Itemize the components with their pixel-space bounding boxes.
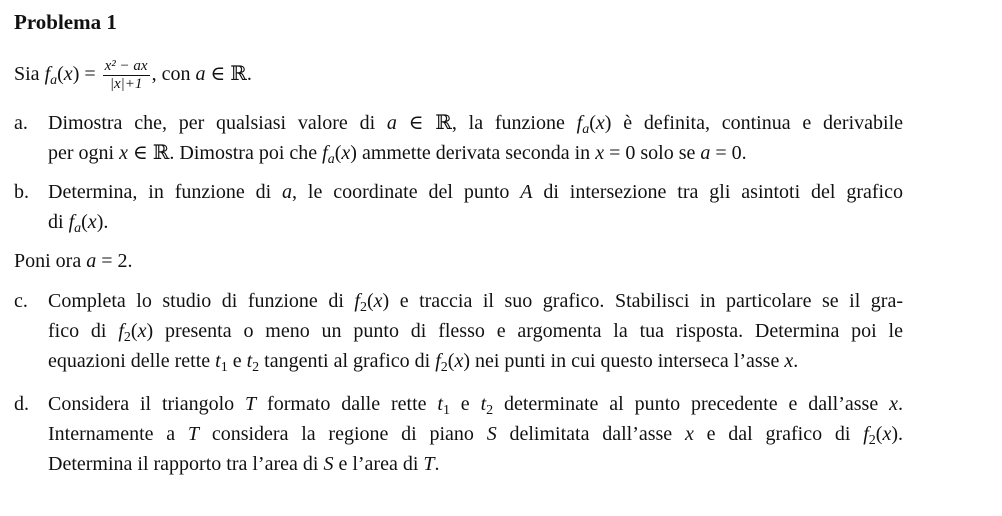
- item-b-line-1: [48, 178, 903, 207]
- text-run: ) presenta o meno un punto di flesso e argomenta la tua risposta. Determina poi le: [146, 320, 903, 342]
- text-run: = 0.: [710, 142, 747, 164]
- text-run: e dal grafico di: [693, 423, 864, 445]
- math-var: S: [323, 453, 334, 475]
- math-var: T: [187, 423, 200, 445]
- math-func: f: [68, 211, 75, 233]
- text-run: fico di: [48, 320, 119, 342]
- math-func: f: [435, 350, 441, 372]
- item-c-label: c.: [14, 290, 28, 312]
- text-run: formato dalle rette: [256, 393, 438, 415]
- math-subscript: 1: [442, 403, 450, 418]
- intro-var-x: x: [63, 63, 73, 86]
- math-var: x: [882, 423, 892, 445]
- text-run: (: [447, 350, 455, 372]
- math-subscript: 1: [220, 360, 228, 375]
- item-a-line-2: [48, 139, 747, 174]
- item-d-line-3: [48, 450, 440, 479]
- math-func: f: [322, 142, 328, 164]
- text-run: ∈ ℝ, la funzione: [396, 112, 577, 134]
- intro-in-r: ∈ ℝ.: [205, 63, 252, 86]
- text-run: (: [81, 211, 88, 233]
- text-run: considera la regione di piano: [199, 423, 487, 445]
- math-var: x: [889, 393, 898, 415]
- math-var: T: [245, 393, 257, 415]
- text-run: Completa lo studio di funzione di: [48, 290, 355, 312]
- math-var: A: [520, 181, 533, 203]
- math-var: a: [386, 112, 397, 134]
- math-var: x: [119, 142, 128, 164]
- text-run: per ogni: [48, 142, 120, 164]
- text-run: (: [366, 290, 374, 312]
- fraction-denominator: |x|+1: [109, 76, 143, 92]
- intro-func: f: [44, 63, 51, 86]
- math-func: f: [354, 290, 360, 312]
- text-run: = 2.: [96, 250, 133, 272]
- text-run: , le coordinate del punto: [292, 181, 521, 203]
- math-var: a: [86, 250, 97, 272]
- text-run: ) e traccia il suo grafico. Stabilisci in particolare se il gra-: [382, 290, 903, 312]
- item-c-line-3: [48, 347, 798, 382]
- text-run: .: [897, 393, 903, 415]
- text-run: Determina il rapporto tra l’area di: [48, 453, 324, 475]
- text-run: di intersezione tra gli asintoti del grafico: [532, 181, 903, 203]
- text-run: Poni ora: [14, 250, 87, 272]
- math-var: x: [684, 423, 694, 445]
- text-run: Dimostra che, per qualsiasi valore di: [48, 112, 387, 134]
- text-run: tangenti al grafico di: [259, 350, 436, 372]
- text-run: e: [227, 350, 247, 372]
- intro-comma-con: , con: [151, 63, 196, 86]
- math-func: f: [118, 320, 124, 342]
- math-var: x: [87, 211, 97, 233]
- math-var: a: [282, 181, 293, 203]
- intro-paren-open: (: [57, 63, 64, 86]
- text-run: e: [449, 393, 481, 415]
- text-run: .: [434, 453, 440, 475]
- intro-line: [14, 58, 252, 95]
- math-var: x: [454, 350, 464, 372]
- math-subscript: a: [74, 221, 82, 236]
- math-var: x: [595, 142, 605, 164]
- intro-func-subscript: a: [50, 73, 58, 89]
- text-run: delimitata dall’asse: [496, 423, 685, 445]
- math-var: t: [480, 393, 487, 415]
- math-func: f: [576, 112, 583, 134]
- intro-sia: Sia: [14, 63, 40, 86]
- math-subscript: 2: [252, 360, 260, 375]
- text-run: .: [793, 350, 799, 372]
- item-a-label: a.: [14, 112, 28, 134]
- text-run: Considera il triangolo: [48, 393, 246, 415]
- intro-paren-close: ) =: [72, 63, 96, 86]
- text-run: ).: [96, 211, 109, 233]
- math-var: t: [246, 350, 253, 372]
- math-var: a: [700, 142, 711, 164]
- text-run: (: [875, 423, 883, 445]
- text-run: = 0 solo se: [604, 142, 701, 164]
- text-run: ) è definita, continua e derivabile: [604, 112, 903, 134]
- text-run: Internamente a: [48, 423, 188, 445]
- math-var: x: [784, 350, 794, 372]
- math-var: T: [423, 453, 435, 475]
- math-subscript: a: [327, 152, 335, 167]
- math-subscript: 2: [359, 300, 367, 315]
- item-b-line-2: [48, 208, 108, 243]
- text-run: (: [334, 142, 342, 164]
- text-run: ) ammette derivata seconda in: [350, 142, 596, 164]
- text-run: equazioni delle rette: [48, 350, 216, 372]
- text-run: ) nei punti in cui questo interseca l’asse: [463, 350, 785, 372]
- math-var: x: [595, 112, 605, 134]
- text-run: (: [589, 112, 596, 134]
- text-run: Determina, in funzione di: [48, 181, 283, 203]
- math-subscript: 2: [868, 433, 876, 448]
- math-var: x: [137, 320, 147, 342]
- item-d-label: d.: [14, 393, 29, 415]
- intro-fraction: [103, 58, 150, 93]
- text-run: ).: [891, 423, 904, 445]
- math-var: x: [341, 142, 351, 164]
- math-subscript: a: [582, 122, 590, 137]
- math-func: f: [863, 423, 869, 445]
- text-run: determinate al punto precedente e dall’asse: [493, 393, 890, 415]
- math-var: t: [437, 393, 443, 415]
- poni-line: [14, 247, 133, 276]
- text-run: ∈ ℝ. Dimostra poi che: [127, 142, 323, 164]
- math-var: t: [215, 350, 221, 372]
- intro-var-a: a: [195, 63, 206, 86]
- fraction-numerator: x² − ax: [104, 58, 148, 74]
- problem-title: Problema 1: [14, 10, 117, 34]
- text-run: (: [130, 320, 138, 342]
- math-subscript: 2: [486, 403, 494, 418]
- text-run: e l’area di: [333, 453, 424, 475]
- math-subscript: 2: [440, 360, 448, 375]
- text-run: di: [48, 211, 69, 233]
- math-subscript: 2: [123, 330, 131, 345]
- math-var: x: [373, 290, 383, 312]
- math-var: S: [486, 423, 497, 445]
- item-b-label: b.: [14, 181, 29, 203]
